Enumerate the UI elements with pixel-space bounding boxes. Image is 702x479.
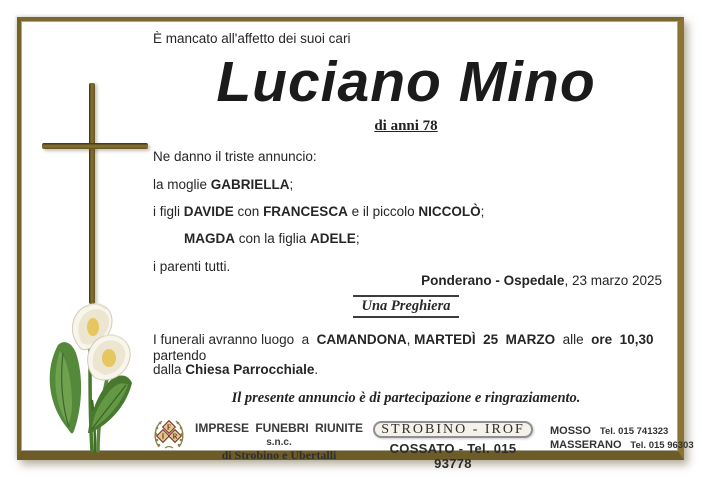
company-name: IMPRESE FUNEBRI RIUNITE xyxy=(194,421,363,435)
intro-line: È mancato all'affetto dei suoi cari xyxy=(153,31,351,46)
brand-badge: STROBINO - IROF xyxy=(373,421,533,438)
daughter-in-law-name: FRANCESCA xyxy=(263,204,348,219)
funeral-line-1 xyxy=(153,332,678,364)
company-suffix: s.n.c. xyxy=(266,437,292,448)
wife-name: GABRIELLA xyxy=(210,177,290,192)
church-name: Chiesa Parrocchiale xyxy=(185,362,315,377)
funeral-line-2 xyxy=(153,362,318,378)
office-tel: Tel. 015 741323 xyxy=(599,426,669,437)
logo-letter-r: R xyxy=(172,432,178,441)
grandson-name: NICCOLÒ xyxy=(418,204,481,219)
deceased-age: di anni 78 xyxy=(374,118,438,134)
logo-letter-i: I xyxy=(161,432,165,441)
family-line-children xyxy=(153,204,484,220)
participation-line: Il presente annuncio è di partecipazione e ringraziamento. xyxy=(231,390,581,406)
family-line-daughter xyxy=(184,231,360,247)
children-mid2: e il piccolo xyxy=(347,204,419,219)
funeral-day: MARTEDÌ 25 MARZO xyxy=(414,332,556,347)
prayer-label-wrap xyxy=(150,295,662,318)
wife-pre: la moglie xyxy=(153,177,211,192)
granddaughter-name: ADELE xyxy=(310,231,356,246)
cross-icon-arm xyxy=(42,143,148,149)
cross-icon xyxy=(89,83,95,304)
wife-post: ; xyxy=(289,177,294,192)
funeral-pre: I funerali avranno luogo a xyxy=(153,332,317,347)
children-mid1: con xyxy=(233,204,264,219)
daughter-post: ; xyxy=(355,231,360,246)
office-row xyxy=(550,424,668,437)
church-post: . xyxy=(314,362,319,377)
funeral-time: ore 10,30 xyxy=(591,332,654,347)
date-text: , 23 marzo 2025 xyxy=(564,273,662,288)
brand-city-phone: COSSATO - Tel. 015 93778 xyxy=(389,441,517,471)
ifr-logo xyxy=(151,418,187,450)
family-line-wife xyxy=(153,177,293,193)
son-name: DAVIDE xyxy=(183,204,234,219)
offices-block xyxy=(550,424,694,452)
family-line-relatives: i parenti tutti. xyxy=(153,259,231,274)
logo-letter-f: F xyxy=(166,423,172,432)
office-tel: Tel. 015 96303 xyxy=(630,440,694,451)
funeral-mid1: , xyxy=(406,332,415,347)
funeral-post: partendo xyxy=(153,332,658,363)
children-post: ; xyxy=(480,204,485,219)
prayer-label: Una Preghiera xyxy=(353,295,458,318)
company-name-line xyxy=(193,422,365,449)
daughter-mid: con la figlia xyxy=(235,231,311,246)
deceased-name: Luciano Mino xyxy=(216,50,596,114)
calla-lilies-image xyxy=(40,301,136,453)
place-date-line xyxy=(153,273,662,289)
company-block xyxy=(193,422,365,462)
office-town: MOSSO xyxy=(550,425,591,437)
office-row xyxy=(550,438,694,451)
funeral-mid2: alle xyxy=(555,332,592,347)
daughter-name: MAGDA xyxy=(184,231,235,246)
place-name: Ponderano - Ospedale xyxy=(421,273,565,288)
office-town: MASSERANO xyxy=(550,439,622,451)
announcement-lead: Ne danno il triste annuncio: xyxy=(153,149,317,164)
funeral-town: CAMANDONA xyxy=(316,332,407,347)
company-subtitle: di Strobino e Ubertalli xyxy=(221,448,337,462)
church-pre: dalla xyxy=(153,362,186,377)
children-pre: i figli xyxy=(153,204,184,219)
